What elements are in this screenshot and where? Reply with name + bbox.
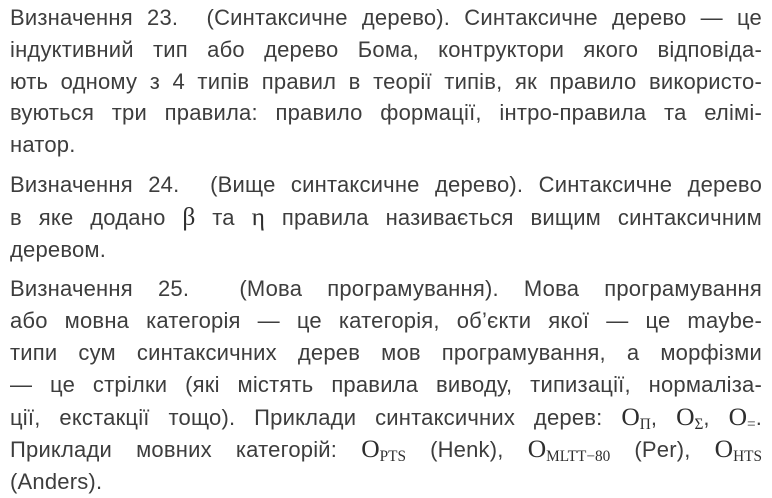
math-base: β: [182, 201, 196, 231]
text-segment: Визначення 25. (Мова програмування). Мова програмування: [10, 276, 762, 302]
math-base: O: [728, 401, 748, 431]
math-base: O: [714, 434, 734, 464]
text-segment: Приклади мовних категорій:: [10, 437, 362, 463]
math-symbol: [527, 434, 611, 466]
math-subscript: MLTT−80: [546, 448, 611, 466]
text-line: [10, 433, 762, 466]
math-symbol: [676, 402, 703, 431]
text-segment: ,: [650, 404, 677, 430]
text-segment: натор.: [10, 132, 76, 158]
text-segment: та: [195, 204, 252, 230]
text-line: [10, 273, 762, 305]
text-line: [10, 2, 762, 34]
text-segment: правила називається вищим синтаксичним: [264, 204, 762, 230]
math-subscript: PTS: [379, 448, 406, 466]
text-segment: в яке додано: [10, 204, 183, 230]
text-segment: індуктивний тип або дерево Бома, контруктори якого відповіда-: [10, 36, 762, 62]
math-symbol: [729, 402, 756, 431]
text-line: [10, 401, 762, 434]
text-line: [10, 466, 762, 498]
math-symbol: [714, 434, 762, 466]
math-subscript: =: [747, 415, 756, 433]
math-subscript: HTS: [733, 448, 762, 466]
math-base: η: [251, 201, 265, 231]
text-line: [10, 201, 762, 234]
text-line: [10, 66, 762, 98]
math-symbol: [252, 202, 265, 231]
text-line: [10, 34, 762, 66]
math-symbol: [361, 434, 406, 466]
paragraph-definition-23: [10, 2, 762, 161]
text-line: [10, 305, 762, 337]
math-subscript: Σ: [694, 415, 704, 433]
text-segment: Визначення 23. (Синтаксичне дерево). Синтаксичне дерево — це: [10, 5, 762, 30]
math-base: O: [361, 434, 380, 464]
text-segment: ють одному з 4 типів правил в теорії типів, як правило використо-: [10, 68, 762, 94]
text-line: [10, 97, 762, 129]
math-base: O: [621, 401, 640, 431]
text-segment: (Henk),: [405, 437, 528, 463]
math-base: O: [527, 434, 547, 464]
text-segment: ції, екстакції тощо). Приклади синтаксичних дерев:: [10, 404, 622, 430]
text-line: [10, 369, 762, 401]
text-segment: ,: [703, 404, 729, 430]
text-line: [10, 234, 762, 266]
text-line: [10, 129, 762, 161]
text-segment: деревом.: [10, 236, 107, 262]
text-line: [10, 169, 762, 201]
text-segment: .: [755, 404, 762, 430]
math-symbol: [182, 202, 195, 231]
math-symbol: [621, 402, 651, 431]
text-segment: Визначення 24. (Вище синтаксичне дерево). Синтаксичне дерево: [10, 171, 762, 197]
text-segment: — це стрілки (які містять правила виводу, типизації, нормаліза-: [10, 371, 762, 397]
math-subscript: Π: [639, 415, 651, 433]
text-segment: або мовна категорія — це категорія, об’єкти якої — це maybe-: [10, 308, 762, 334]
paragraph-definition-24: [10, 169, 762, 265]
text-line: [10, 337, 762, 369]
math-base: O: [676, 401, 695, 431]
text-segment: типи сум синтаксичних дерев мов програмування, а морфізми: [10, 339, 762, 365]
text-segment: (Per),: [610, 437, 715, 463]
text-segment: (Anders).: [10, 469, 103, 495]
paragraph-definition-25: [10, 273, 762, 498]
text-segment: вуються три правила: правило формації, інтро-правила та елімі-: [10, 100, 762, 126]
